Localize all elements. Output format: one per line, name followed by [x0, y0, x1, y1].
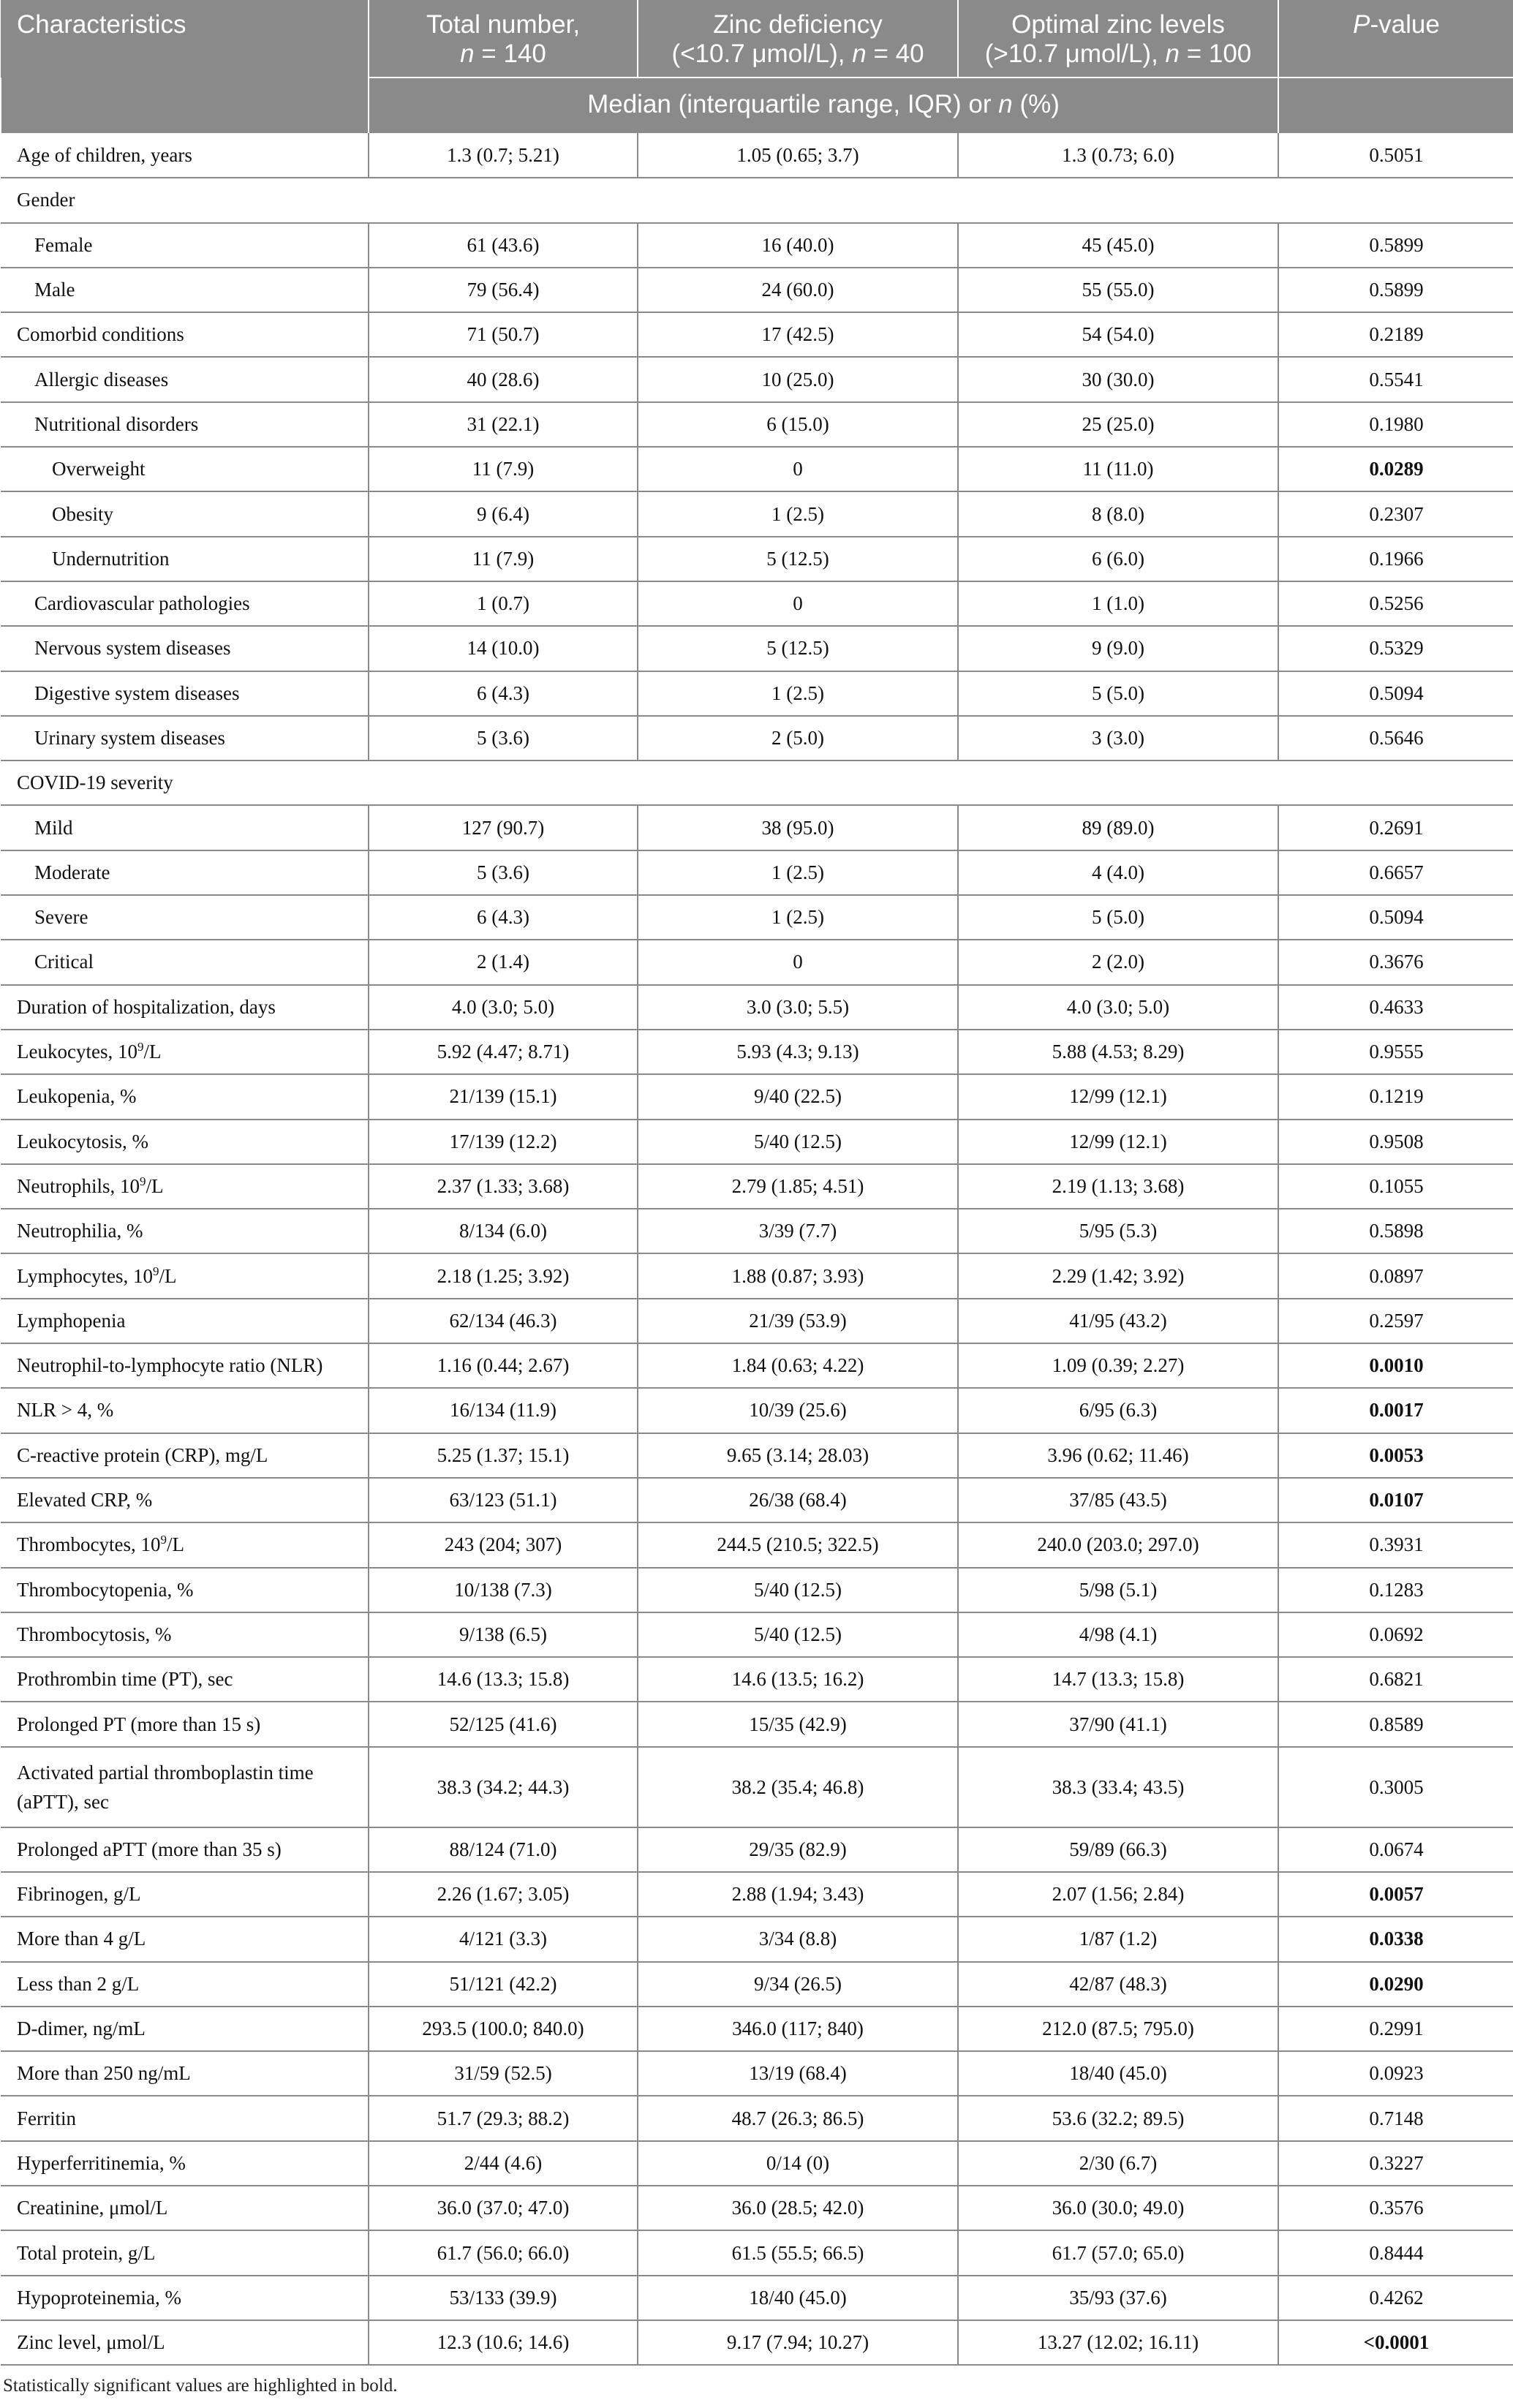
cell-optimal: 1 (1.0) — [958, 581, 1278, 626]
row-label: Nervous system diseases — [1, 626, 369, 671]
cell-deficiency: 38.2 (35.4; 46.8) — [638, 1747, 958, 1827]
cell-optimal: 2.19 (1.13; 3.68) — [958, 1164, 1278, 1209]
cell-optimal: 1.3 (0.73; 6.0) — [958, 133, 1278, 178]
cell-p-value: 0.2307 — [1278, 491, 1513, 536]
cell-deficiency: 17 (42.5) — [638, 312, 958, 357]
cell-optimal: 2.29 (1.42; 3.92) — [958, 1253, 1278, 1298]
table-row — [1, 1657, 1513, 1702]
cell-optimal: 12/99 (12.1) — [958, 1120, 1278, 1164]
table-row — [1, 2007, 1513, 2051]
cell-total: 243 (204; 307) — [369, 1522, 638, 1567]
row-label: Moderate — [1, 850, 369, 895]
cell-p-value-significant: <0.0001 — [1278, 2320, 1513, 2365]
cell-optimal: 37/85 (43.5) — [958, 1478, 1278, 1522]
cell-total: 8/134 (6.0) — [369, 1209, 638, 1253]
cell-optimal: 1/87 (1.2) — [958, 1917, 1278, 1961]
cell-optimal: 13.27 (12.02; 16.11) — [958, 2320, 1278, 2365]
cell-total: 16/134 (11.9) — [369, 1388, 638, 1433]
table-row — [1, 268, 1513, 312]
cell-deficiency: 2.79 (1.85; 4.51) — [638, 1164, 958, 1209]
row-label: Comorbid conditions — [1, 312, 369, 357]
cell-total: 5.92 (4.47; 8.71) — [369, 1030, 638, 1074]
row-label: Male — [1, 268, 369, 312]
row-label: Duration of hospitalization, days — [1, 985, 369, 1030]
cell-p-value: 0.8444 — [1278, 2230, 1513, 2275]
header-median-iqr: Median (interquartile range, IQR) or n (%) — [369, 78, 1278, 133]
cell-optimal: 5/98 (5.1) — [958, 1568, 1278, 1612]
cell-optimal: 5 (5.0) — [958, 671, 1278, 716]
cell-deficiency: 1 (2.5) — [638, 850, 958, 895]
table-row — [1, 1522, 1513, 1567]
table-row — [1, 1962, 1513, 2007]
cell-total: 10/138 (7.3) — [369, 1568, 638, 1612]
table-row — [1, 1388, 1513, 1433]
cell-deficiency: 1.84 (0.63; 4.22) — [638, 1343, 958, 1388]
cell-deficiency: 36.0 (28.5; 42.0) — [638, 2186, 958, 2230]
table-row — [1, 805, 1513, 850]
row-label: COVID-19 severity — [1, 760, 1513, 805]
row-label: Prolonged aPTT (more than 35 s) — [1, 1827, 369, 1872]
table-row — [1, 1917, 1513, 1961]
cell-p-value: 0.1966 — [1278, 537, 1513, 581]
cell-optimal: 11 (11.0) — [958, 447, 1278, 491]
cell-p-value: 0.5899 — [1278, 268, 1513, 312]
cell-total: 1.16 (0.44; 2.67) — [369, 1343, 638, 1388]
cell-p-value: 0.5051 — [1278, 133, 1513, 178]
cell-deficiency: 6 (15.0) — [638, 402, 958, 447]
cell-p-value: 0.5094 — [1278, 671, 1513, 716]
cell-total: 88/124 (71.0) — [369, 1827, 638, 1872]
cell-deficiency: 5.93 (4.3; 9.13) — [638, 1030, 958, 1074]
table-row — [1, 312, 1513, 357]
cell-deficiency: 3/39 (7.7) — [638, 1209, 958, 1253]
cell-optimal: 38.3 (33.4; 43.5) — [958, 1747, 1278, 1827]
cell-p-value: 0.3227 — [1278, 2141, 1513, 2186]
row-label: Thrombocytes, $10^9/L$ — [1, 1522, 369, 1567]
cell-total: 4/121 (3.3) — [369, 1917, 638, 1961]
cell-total: 71 (50.7) — [369, 312, 638, 357]
cell-p-value: 0.6821 — [1278, 1657, 1513, 1702]
header-blank — [1, 78, 369, 133]
cell-optimal: 2/30 (6.7) — [958, 2141, 1278, 2186]
row-label: C-reactive protein (CRP), mg/L — [1, 1433, 369, 1478]
cell-p-value: 0.4633 — [1278, 985, 1513, 1030]
row-label: Digestive system diseases — [1, 671, 369, 716]
cell-deficiency: 26/38 (68.4) — [638, 1478, 958, 1522]
table-row-section — [1, 760, 1513, 805]
cell-total: 2/44 (4.6) — [369, 2141, 638, 2186]
cell-optimal: 5 (5.0) — [958, 895, 1278, 940]
table-row — [1, 1433, 1513, 1478]
cell-deficiency: 9.17 (7.94; 10.27) — [638, 2320, 958, 2365]
row-label: Neutrophils, $10^9/L$ — [1, 1164, 369, 1209]
table-row — [1, 1702, 1513, 1746]
cell-p-value: 0.3005 — [1278, 1747, 1513, 1827]
cell-total: 2.37 (1.33; 3.68) — [369, 1164, 638, 1209]
cell-optimal: 4/98 (4.1) — [958, 1612, 1278, 1657]
cell-optimal: 8 (8.0) — [958, 491, 1278, 536]
cell-total: 38.3 (34.2; 44.3) — [369, 1747, 638, 1827]
cell-optimal: 4.0 (3.0; 5.0) — [958, 985, 1278, 1030]
row-label: Cardiovascular pathologies — [1, 581, 369, 626]
cell-optimal: 3.96 (0.62; 11.46) — [958, 1433, 1278, 1478]
cell-p-value: 0.5899 — [1278, 223, 1513, 268]
table-row — [1, 1253, 1513, 1298]
cell-optimal: 6/95 (6.3) — [958, 1388, 1278, 1433]
row-label: Nutritional disorders — [1, 402, 369, 447]
cell-deficiency: 1 (2.5) — [638, 671, 958, 716]
table-row — [1, 1343, 1513, 1388]
header-characteristics: Characteristics — [1, 0, 369, 78]
cell-deficiency: 13/19 (68.4) — [638, 2051, 958, 2096]
cell-deficiency: 61.5 (55.5; 66.5) — [638, 2230, 958, 2275]
cell-p-value-significant: 0.0290 — [1278, 1962, 1513, 2007]
table-row — [1, 716, 1513, 760]
cell-deficiency: 1.88 (0.87; 3.93) — [638, 1253, 958, 1298]
cell-optimal: 2.07 (1.56; 2.84) — [958, 1872, 1278, 1917]
cell-total: 31 (22.1) — [369, 402, 638, 447]
cell-total: 62/134 (46.3) — [369, 1299, 638, 1343]
row-label: Less than 2 g/L — [1, 1962, 369, 2007]
table-header — [1, 0, 1513, 133]
cell-total: 21/139 (15.1) — [369, 1074, 638, 1119]
table-row — [1, 1030, 1513, 1074]
table-row — [1, 2141, 1513, 2186]
row-label: More than 250 ng/mL — [1, 2051, 369, 2096]
row-label: Mild — [1, 805, 369, 850]
cell-total: 40 (28.6) — [369, 357, 638, 401]
table-row — [1, 1827, 1513, 1872]
cell-total: 12.3 (10.6; 14.6) — [369, 2320, 638, 2365]
row-label: Fibrinogen, g/L — [1, 1872, 369, 1917]
cell-optimal: 30 (30.0) — [958, 357, 1278, 401]
cell-total: 6 (4.3) — [369, 895, 638, 940]
cell-optimal: 36.0 (30.0; 49.0) — [958, 2186, 1278, 2230]
table-row — [1, 1120, 1513, 1164]
cell-p-value: 0.8589 — [1278, 1702, 1513, 1746]
row-label: D-dimer, ng/mL — [1, 2007, 369, 2051]
cell-total: 36.0 (37.0; 47.0) — [369, 2186, 638, 2230]
table-row — [1, 581, 1513, 626]
cell-deficiency: 1 (2.5) — [638, 491, 958, 536]
cell-total: 5.25 (1.37; 15.1) — [369, 1433, 638, 1478]
row-label: Prolonged PT (more than 15 s) — [1, 1702, 369, 1746]
row-label: Allergic diseases — [1, 357, 369, 401]
table-row — [1, 985, 1513, 1030]
cell-total: 17/139 (12.2) — [369, 1120, 638, 1164]
cell-p-value: 0.1219 — [1278, 1074, 1513, 1119]
row-label: Total protein, g/L — [1, 2230, 369, 2275]
row-label: Leukopenia, % — [1, 1074, 369, 1119]
row-label: Severe — [1, 895, 369, 940]
cell-p-value: 0.0674 — [1278, 1827, 1513, 1872]
cell-optimal: 6 (6.0) — [958, 537, 1278, 581]
table-row — [1, 537, 1513, 581]
cell-deficiency: 0 — [638, 447, 958, 491]
cell-total: 11 (7.9) — [369, 447, 638, 491]
cell-total: 53/133 (39.9) — [369, 2276, 638, 2320]
cell-deficiency: 14.6 (13.5; 16.2) — [638, 1657, 958, 1702]
row-label: Undernutrition — [1, 537, 369, 581]
cell-total: 1.3 (0.7; 5.21) — [369, 133, 638, 178]
row-label: Thrombocytopenia, % — [1, 1568, 369, 1612]
header-optimal-zinc: Optimal zinc levels (>10.7 μmol/L), n = 100 — [958, 0, 1278, 78]
table-row — [1, 1872, 1513, 1917]
cell-total: 5 (3.6) — [369, 850, 638, 895]
table-row — [1, 133, 1513, 178]
cell-p-value: 0.5094 — [1278, 895, 1513, 940]
cell-p-value: 0.4262 — [1278, 2276, 1513, 2320]
table-row — [1, 1478, 1513, 1522]
row-label: Elevated CRP, % — [1, 1478, 369, 1522]
table-row — [1, 1747, 1513, 1827]
row-label: Critical — [1, 940, 369, 984]
cell-optimal: 240.0 (203.0; 297.0) — [958, 1522, 1278, 1567]
cell-optimal: 2 (2.0) — [958, 940, 1278, 984]
cell-p-value: 0.0923 — [1278, 2051, 1513, 2096]
cell-p-value-significant: 0.0289 — [1278, 447, 1513, 491]
cell-deficiency: 29/35 (82.9) — [638, 1827, 958, 1872]
cell-deficiency: 3.0 (3.0; 5.5) — [638, 985, 958, 1030]
cell-p-value-significant: 0.0338 — [1278, 1917, 1513, 1961]
table-row-section — [1, 178, 1513, 222]
table-row — [1, 1074, 1513, 1119]
cell-total: 9/138 (6.5) — [369, 1612, 638, 1657]
cell-optimal: 4 (4.0) — [958, 850, 1278, 895]
cell-p-value: 0.7148 — [1278, 2096, 1513, 2140]
cell-total: 6 (4.3) — [369, 671, 638, 716]
cell-deficiency: 3/34 (8.8) — [638, 1917, 958, 1961]
cell-optimal: 55 (55.0) — [958, 268, 1278, 312]
cell-optimal: 59/89 (66.3) — [958, 1827, 1278, 1872]
table-row — [1, 2320, 1513, 2365]
cell-p-value-significant: 0.0053 — [1278, 1433, 1513, 1478]
cell-total: 127 (90.7) — [369, 805, 638, 850]
cell-p-value: 0.3931 — [1278, 1522, 1513, 1567]
table-row — [1, 1612, 1513, 1657]
table-body — [1, 133, 1513, 2365]
cell-total: 1 (0.7) — [369, 581, 638, 626]
table-row — [1, 2186, 1513, 2230]
cell-p-value: 0.2189 — [1278, 312, 1513, 357]
cell-deficiency: 0/14 (0) — [638, 2141, 958, 2186]
cell-p-value: 0.0692 — [1278, 1612, 1513, 1657]
cell-p-value: 0.9508 — [1278, 1120, 1513, 1164]
cell-total: 5 (3.6) — [369, 716, 638, 760]
cell-total: 4.0 (3.0; 5.0) — [369, 985, 638, 1030]
table-row — [1, 2051, 1513, 2096]
cell-optimal: 41/95 (43.2) — [958, 1299, 1278, 1343]
cell-deficiency: 5 (12.5) — [638, 537, 958, 581]
table-row — [1, 223, 1513, 268]
cell-deficiency: 346.0 (117; 840) — [638, 2007, 958, 2051]
cell-total: 2.18 (1.25; 3.92) — [369, 1253, 638, 1298]
cell-deficiency: 5/40 (12.5) — [638, 1612, 958, 1657]
cell-optimal: 54 (54.0) — [958, 312, 1278, 357]
cell-p-value-significant: 0.0010 — [1278, 1343, 1513, 1388]
row-label: Overweight — [1, 447, 369, 491]
table-row — [1, 2096, 1513, 2140]
cell-optimal: 45 (45.0) — [958, 223, 1278, 268]
row-label: Thrombocytosis, % — [1, 1612, 369, 1657]
cell-p-value-significant: 0.0017 — [1278, 1388, 1513, 1433]
cell-deficiency: 2.88 (1.94; 3.43) — [638, 1872, 958, 1917]
table-row — [1, 626, 1513, 671]
cell-deficiency: 16 (40.0) — [638, 223, 958, 268]
cell-optimal: 9 (9.0) — [958, 626, 1278, 671]
cell-p-value-significant: 0.0057 — [1278, 1872, 1513, 1917]
cell-p-value: 0.2691 — [1278, 805, 1513, 850]
cell-total: 2 (1.4) — [369, 940, 638, 984]
cell-p-value: 0.6657 — [1278, 850, 1513, 895]
table-row — [1, 402, 1513, 447]
cell-p-value: 0.1055 — [1278, 1164, 1513, 1209]
table-row — [1, 940, 1513, 984]
row-label: Neutrophilia, % — [1, 1209, 369, 1253]
cell-deficiency: 5/40 (12.5) — [638, 1120, 958, 1164]
row-label: Lymphocytes, $10^9/L$ — [1, 1253, 369, 1298]
cell-optimal: 42/87 (48.3) — [958, 1962, 1278, 2007]
cell-p-value-significant: 0.0107 — [1278, 1478, 1513, 1522]
cell-total: 51.7 (29.3; 88.2) — [369, 2096, 638, 2140]
cell-deficiency: 0 — [638, 940, 958, 984]
row-label: Zinc level, μmol/L — [1, 2320, 369, 2365]
cell-deficiency: 10 (25.0) — [638, 357, 958, 401]
header-total-number: Total number, n = 140 — [369, 0, 638, 78]
cell-deficiency: 48.7 (26.3; 86.5) — [638, 2096, 958, 2140]
header-blank-p — [1278, 78, 1513, 133]
cell-total: 31/59 (52.5) — [369, 2051, 638, 2096]
table-row — [1, 1568, 1513, 1612]
cell-deficiency: 1.05 (0.65; 3.7) — [638, 133, 958, 178]
cell-deficiency: 2 (5.0) — [638, 716, 958, 760]
row-label: NLR > 4, % — [1, 1388, 369, 1433]
cell-optimal: 1.09 (0.39; 2.27) — [958, 1343, 1278, 1388]
table-row — [1, 850, 1513, 895]
row-label: Lymphopenia — [1, 1299, 369, 1343]
table-row — [1, 357, 1513, 401]
row-label: Neutrophil-to-lymphocyte ratio (NLR) — [1, 1343, 369, 1388]
table-row — [1, 1164, 1513, 1209]
cell-optimal: 14.7 (13.3; 15.8) — [958, 1657, 1278, 1702]
cell-p-value: 0.5329 — [1278, 626, 1513, 671]
row-label: Age of children, years — [1, 133, 369, 178]
table-row — [1, 491, 1513, 536]
row-label: Obesity — [1, 491, 369, 536]
table-row — [1, 2276, 1513, 2320]
table-row — [1, 2230, 1513, 2275]
cell-deficiency: 18/40 (45.0) — [638, 2276, 958, 2320]
cell-p-value: 0.3676 — [1278, 940, 1513, 984]
cell-deficiency: 24 (60.0) — [638, 268, 958, 312]
cell-total: 61.7 (56.0; 66.0) — [369, 2230, 638, 2275]
cell-total: 14.6 (13.3; 15.8) — [369, 1657, 638, 1702]
row-label: Urinary system diseases — [1, 716, 369, 760]
cell-total: 2.26 (1.67; 3.05) — [369, 1872, 638, 1917]
cell-p-value: 0.2597 — [1278, 1299, 1513, 1343]
cell-deficiency: 244.5 (210.5; 322.5) — [638, 1522, 958, 1567]
cell-total: 14 (10.0) — [369, 626, 638, 671]
cell-total: 11 (7.9) — [369, 537, 638, 581]
cell-total: 9 (6.4) — [369, 491, 638, 536]
cell-deficiency: 38 (95.0) — [638, 805, 958, 850]
cell-deficiency: 9/40 (22.5) — [638, 1074, 958, 1119]
cell-deficiency: 15/35 (42.9) — [638, 1702, 958, 1746]
cell-p-value: 0.0897 — [1278, 1253, 1513, 1298]
cell-deficiency: 1 (2.5) — [638, 895, 958, 940]
cell-optimal: 25 (25.0) — [958, 402, 1278, 447]
row-label: Hypoproteinemia, % — [1, 2276, 369, 2320]
cell-optimal: 5.88 (4.53; 8.29) — [958, 1030, 1278, 1074]
header-p-value: P-value — [1278, 0, 1513, 78]
cell-deficiency: 9/34 (26.5) — [638, 1962, 958, 2007]
header-zinc-deficiency: Zinc deficiency (<10.7 μmol/L), n = 40 — [638, 0, 958, 78]
row-label: Hyperferritinemia, % — [1, 2141, 369, 2186]
cell-p-value: 0.1980 — [1278, 402, 1513, 447]
cell-p-value: 0.1283 — [1278, 1568, 1513, 1612]
row-label: Ferritin — [1, 2096, 369, 2140]
table-row — [1, 1299, 1513, 1343]
cell-deficiency: 5 (12.5) — [638, 626, 958, 671]
cell-optimal: 18/40 (45.0) — [958, 2051, 1278, 2096]
cell-total: 63/123 (51.1) — [369, 1478, 638, 1522]
cell-optimal: 35/93 (37.6) — [958, 2276, 1278, 2320]
row-label: Activated partial thromboplastin time (aPTT), sec — [1, 1747, 369, 1827]
cell-optimal: 212.0 (87.5; 795.0) — [958, 2007, 1278, 2051]
row-label: Leukocytes, $10^9/L$ — [1, 1030, 369, 1074]
cell-total: 293.5 (100.0; 840.0) — [369, 2007, 638, 2051]
cell-p-value: 0.3576 — [1278, 2186, 1513, 2230]
cell-total: 79 (56.4) — [369, 268, 638, 312]
row-label: Prothrombin time (PT), sec — [1, 1657, 369, 1702]
row-label: Leukocytosis, % — [1, 1120, 369, 1164]
cell-total: 52/125 (41.6) — [369, 1702, 638, 1746]
cell-optimal: 89 (89.0) — [958, 805, 1278, 850]
row-label: More than 4 g/L — [1, 1917, 369, 1961]
cell-p-value: 0.9555 — [1278, 1030, 1513, 1074]
table-row — [1, 671, 1513, 716]
cell-p-value: 0.2991 — [1278, 2007, 1513, 2051]
cell-total: 51/121 (42.2) — [369, 1962, 638, 2007]
table-row — [1, 895, 1513, 940]
cell-deficiency: 0 — [638, 581, 958, 626]
cell-optimal: 61.7 (57.0; 65.0) — [958, 2230, 1278, 2275]
row-label: Female — [1, 223, 369, 268]
cell-optimal: 53.6 (32.2; 89.5) — [958, 2096, 1278, 2140]
cell-optimal: 37/90 (41.1) — [958, 1702, 1278, 1746]
cell-total: 61 (43.6) — [369, 223, 638, 268]
cell-p-value: 0.5256 — [1278, 581, 1513, 626]
cell-deficiency: 21/39 (53.9) — [638, 1299, 958, 1343]
cell-p-value: 0.5541 — [1278, 357, 1513, 401]
cell-deficiency: 10/39 (25.6) — [638, 1388, 958, 1433]
cell-deficiency: 9.65 (3.14; 28.03) — [638, 1433, 958, 1478]
cell-deficiency: 5/40 (12.5) — [638, 1568, 958, 1612]
table-row — [1, 447, 1513, 491]
cell-optimal: 3 (3.0) — [958, 716, 1278, 760]
table-row — [1, 1209, 1513, 1253]
row-label: Creatinine, μmol/L — [1, 2186, 369, 2230]
cell-optimal: 12/99 (12.1) — [958, 1074, 1278, 1119]
table-footnote: Statistically significant values are highlighted in bold. — [3, 2376, 398, 2396]
row-label: Gender — [1, 178, 1513, 222]
cell-p-value: 0.5898 — [1278, 1209, 1513, 1253]
cell-p-value: 0.5646 — [1278, 716, 1513, 760]
cell-optimal: 5/95 (5.3) — [958, 1209, 1278, 1253]
